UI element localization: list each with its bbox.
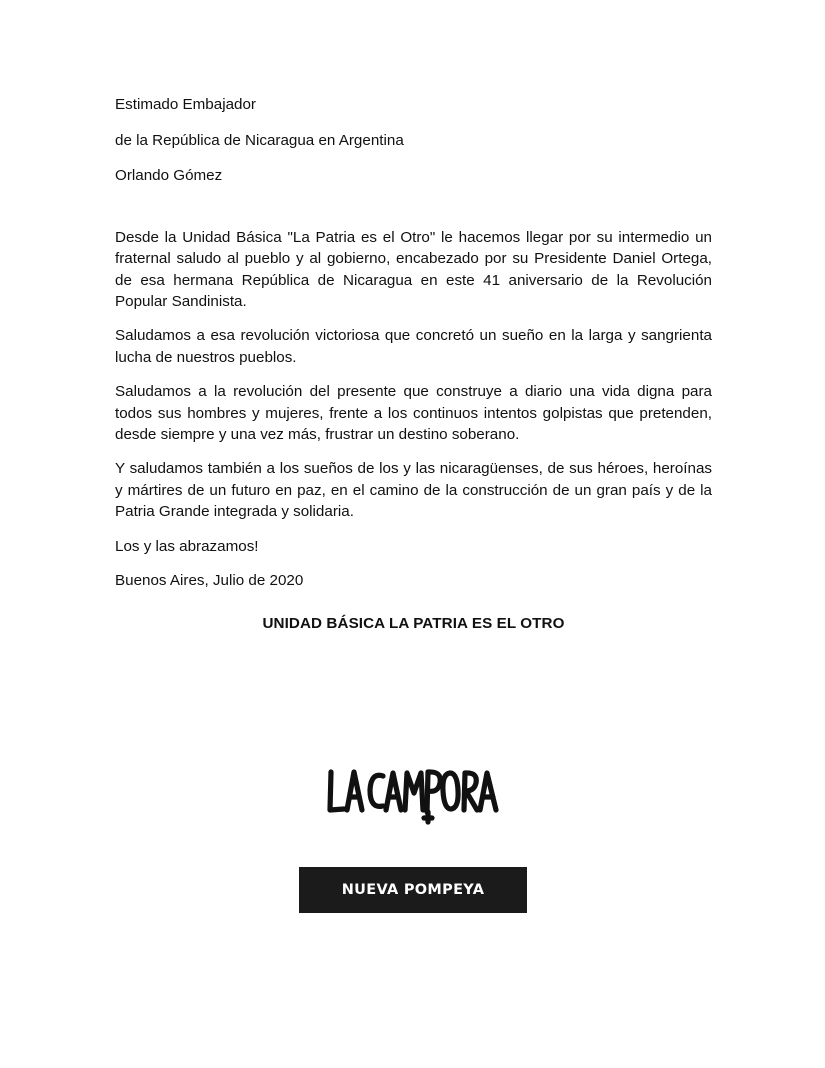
la-campora-logo-graphic [325, 760, 501, 826]
letter-body [115, 94, 712, 605]
closing-line: Los y las abrazamos! [115, 537, 259, 555]
recipient-address [115, 94, 712, 187]
paragraph-3: Saludamos a la revolución del presente que construye a diario una vida digna para todos sus hombres y mujeres, frente a los continuos intentos golpistas que pretenden, desde siempre y una vez más, frustrar un destino soberano. [115, 383, 712, 444]
address-line-3: Orlando Gómez [115, 167, 223, 185]
address-line-2: de la República de Nicaragua en Argentina [115, 131, 404, 149]
place-date: Buenos Aires, Julio de 2020 [115, 572, 304, 590]
paragraph-2: Saludamos a esa revolución victoriosa que concretó un sueño en la larga y sangrienta lucha de nuestros pueblos. [115, 327, 712, 366]
nueva-pompeya-badge: NUEVA POMPEYA [299, 867, 527, 913]
address-line-1: Estimado Embajador [115, 96, 256, 113]
paragraph-4: Y saludamos también a los sueños de los y las nicaragüenses, de sus héroes, heroínas y mártires de un futuro en paz, en el camino de la construcción de un gran país y de la Patria Grande integrada y solidaria. [115, 460, 712, 521]
signature-organization: UNIDAD BÁSICA LA PATRIA ES EL OTRO [262, 615, 565, 632]
la-campora-logo [325, 760, 501, 826]
paragraph-1: Desde la Unidad Básica "La Patria es el Otro" le hacemos llegar por su intermedio un fraternal saludo al pueblo y al gobierno, encabezado por su Presidente Daniel Ortega, de esa hermana República de Nicaragua en este 41 aniversario de la Revolución Popular Sandinista. [115, 228, 712, 311]
